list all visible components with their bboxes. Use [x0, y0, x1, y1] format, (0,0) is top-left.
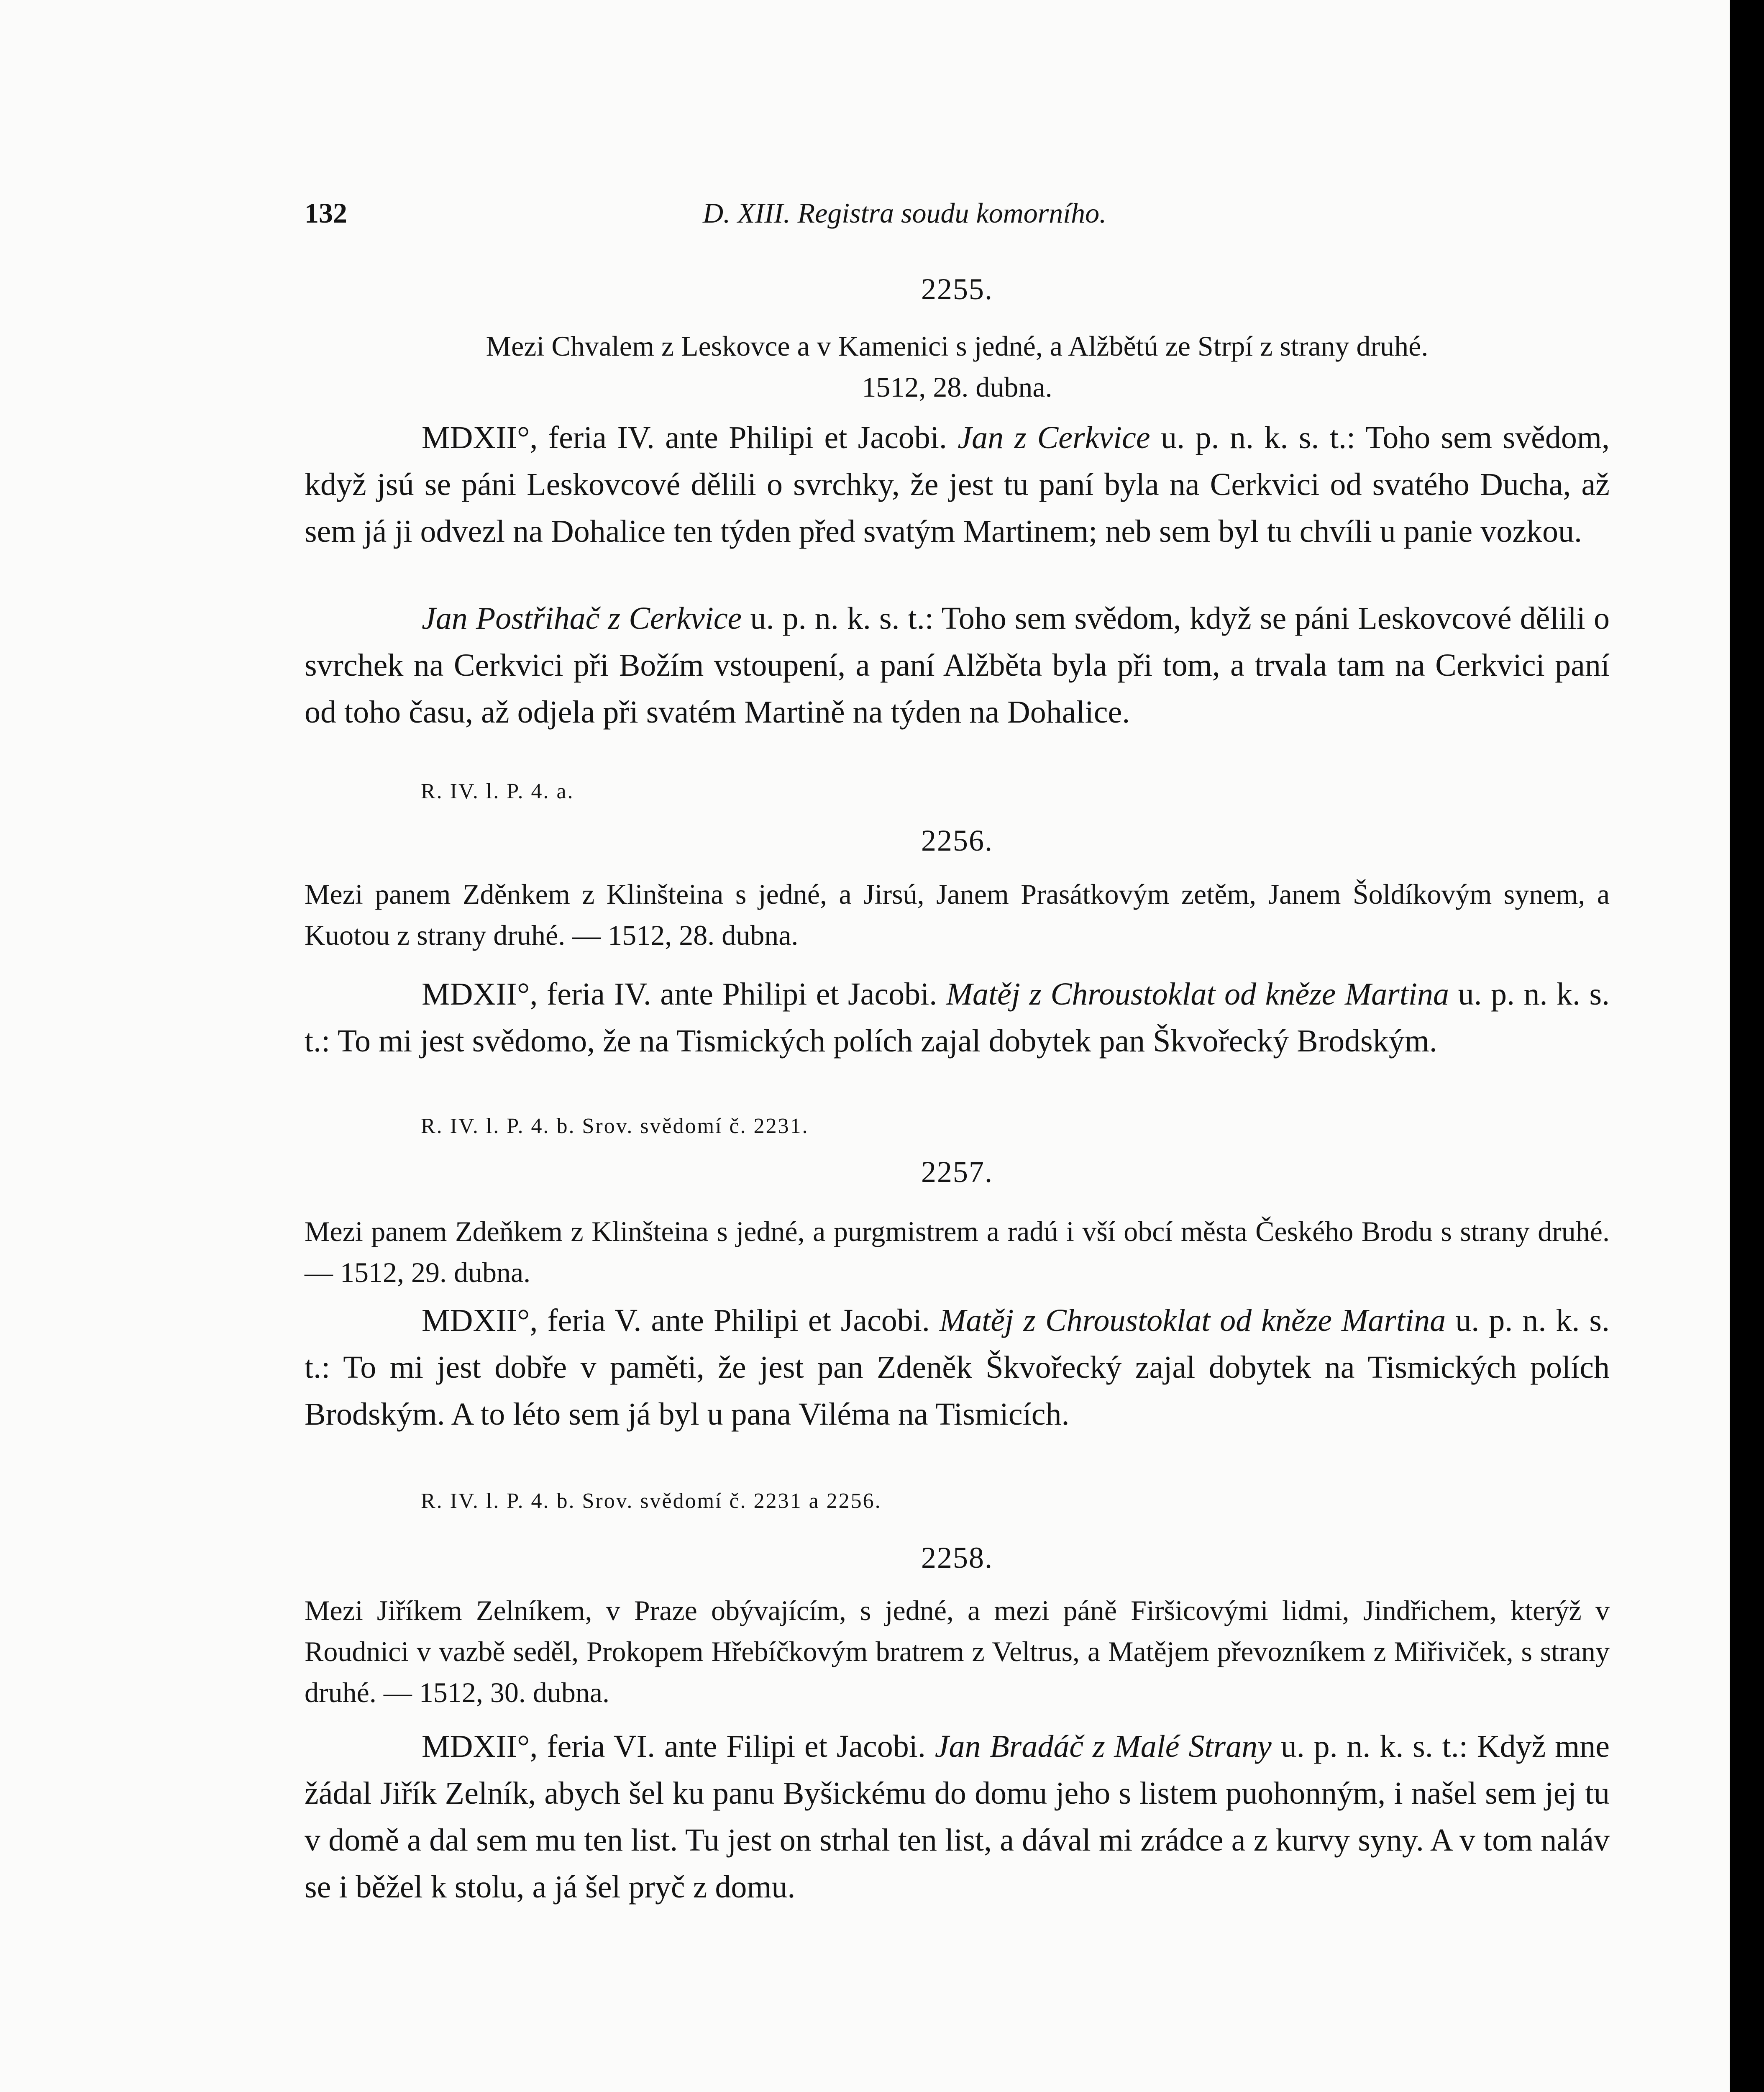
testimony-text: u. p. n. k. s. t.: To mi jest dobře v paměti, že jest pan Zdeněk Škvořecký zajal dobytek na Tismických polích Brodským. A to léto sem já byl u pana Viléma na Tismicích. — [305, 1303, 1610, 1432]
witness-name: Jan z Cerkvice — [958, 420, 1150, 455]
testimony-text: u. p. n. k. s. t.: Toho sem svědom, když jsú se páni Leskovcové dělili o svrchky, že jest tu paní byla na Cerkvici od svatého Ducha, až sem já ji odvezl na Dohalice ten týden před svatým Martinem; neb sem byl tu chvíli u panie vozkou. — [305, 420, 1610, 549]
witness-name: Matěj z Chroustoklat od kněze Martina — [946, 977, 1449, 1012]
witness-name: Jan Bradáč z Malé Strany — [934, 1729, 1272, 1764]
testimony-text: u. p. n. k. s. t.: Když mne žádal Jiřík Zelník, abych šel ku panu Byšickému do domu jeho s listem puohonným, i našel sem jej tu v domě a dal sem mu ten list. Tu jest on strhal ten list, a dával mi zrádce a z kurvy syny. A v tom naláv se i běžel k stolu, a já šel pryč z domu. — [305, 1729, 1610, 1905]
entry-number-2258: 2258. — [921, 1541, 993, 1574]
testimony-paragraph — [305, 971, 1610, 1064]
entry-caption-2256: Mezi panem Zděnkem z Klinšteina s jedné, a Jirsú, Janem Prasátkovým zetěm, Janem Šoldíkovým synem, a Kuotou z strany druhé. — 1512, 28. dubna. — [305, 878, 1610, 951]
archival-reference: R. IV. l. P. 4. a. — [421, 779, 574, 803]
session-date: MDXII°, feria IV. ante Philipi et Jacobi. — [422, 420, 947, 455]
entry-caption-2257: Mezi panem Zdeňkem z Klinšteina s jedné, a purgmistrem a radú i vší obcí města Českého Brodu s strany druhé. — 1512, 29. dubna. — [305, 1215, 1610, 1288]
witness-name: Matěj z Chroustoklat od kněze Martina — [940, 1303, 1446, 1338]
entry-number-2257: 2257. — [921, 1155, 993, 1189]
session-date: MDXII°, feria V. ante Philipi et Jacobi. — [422, 1303, 930, 1338]
caption-date: 1512, 28. dubna. — [862, 371, 1052, 403]
witness-name: Jan Postřihač z Cerkvice — [422, 601, 742, 636]
testimony-paragraph — [305, 595, 1610, 736]
running-title: D. XIII. Registra soudu komorního. — [703, 197, 1107, 229]
testimony-paragraph — [305, 1723, 1610, 1910]
entry-caption-2258: Mezi Jiříkem Zelníkem, v Praze obývajícím, s jedné, a mezi páně Firšicovými lidmi, Jindřichem, kterýž v Roudnici v vazbě seděl, Prokopem Hřebíčkovým bratrem z Veltrus, a Matějem převozníkem z Miřiviček, s strany druhé. — 1512, 30. dubna. — [305, 1595, 1610, 1708]
entry-caption-2255 — [305, 326, 1610, 408]
archival-reference: R. IV. l. P. 4. b. Srov. svědomí č. 2231. — [421, 1114, 809, 1138]
entry-number-2255: 2255. — [921, 272, 993, 306]
testimony-text: u. p. n. k. s. t.: To mi jest svědomo, že na Tismických polích zajal dobytek pan Škvořecký Brodským. — [305, 977, 1610, 1059]
testimony-paragraph — [305, 414, 1610, 555]
session-date: MDXII°, feria VI. ante Filipi et Jacobi. — [422, 1729, 926, 1764]
archival-reference: R. IV. l. P. 4. b. Srov. svědomí č. 2231 a 2256. — [421, 1489, 882, 1513]
entry-number-2256: 2256. — [921, 824, 993, 857]
page-number: 132 — [305, 197, 347, 229]
session-date: MDXII°, feria IV. ante Philipi et Jacobi. — [422, 977, 937, 1012]
testimony-text: u. p. n. k. s. t.: Toho sem svědom, když se páni Leskovcové dělili o svrchek na Cerkvici při Božím vstoupení, a paní Alžběta byla při tom, a trvala tam na Cerkvici paní od toho času, až odjela při svatém Martině na týden na Dohalice. — [305, 601, 1610, 730]
testimony-paragraph — [305, 1297, 1610, 1438]
caption-text: Mezi Chvalem z Leskovce a v Kamenici s jedné, a Alžbětú ze Strpí z strany druhé. — [486, 330, 1429, 362]
